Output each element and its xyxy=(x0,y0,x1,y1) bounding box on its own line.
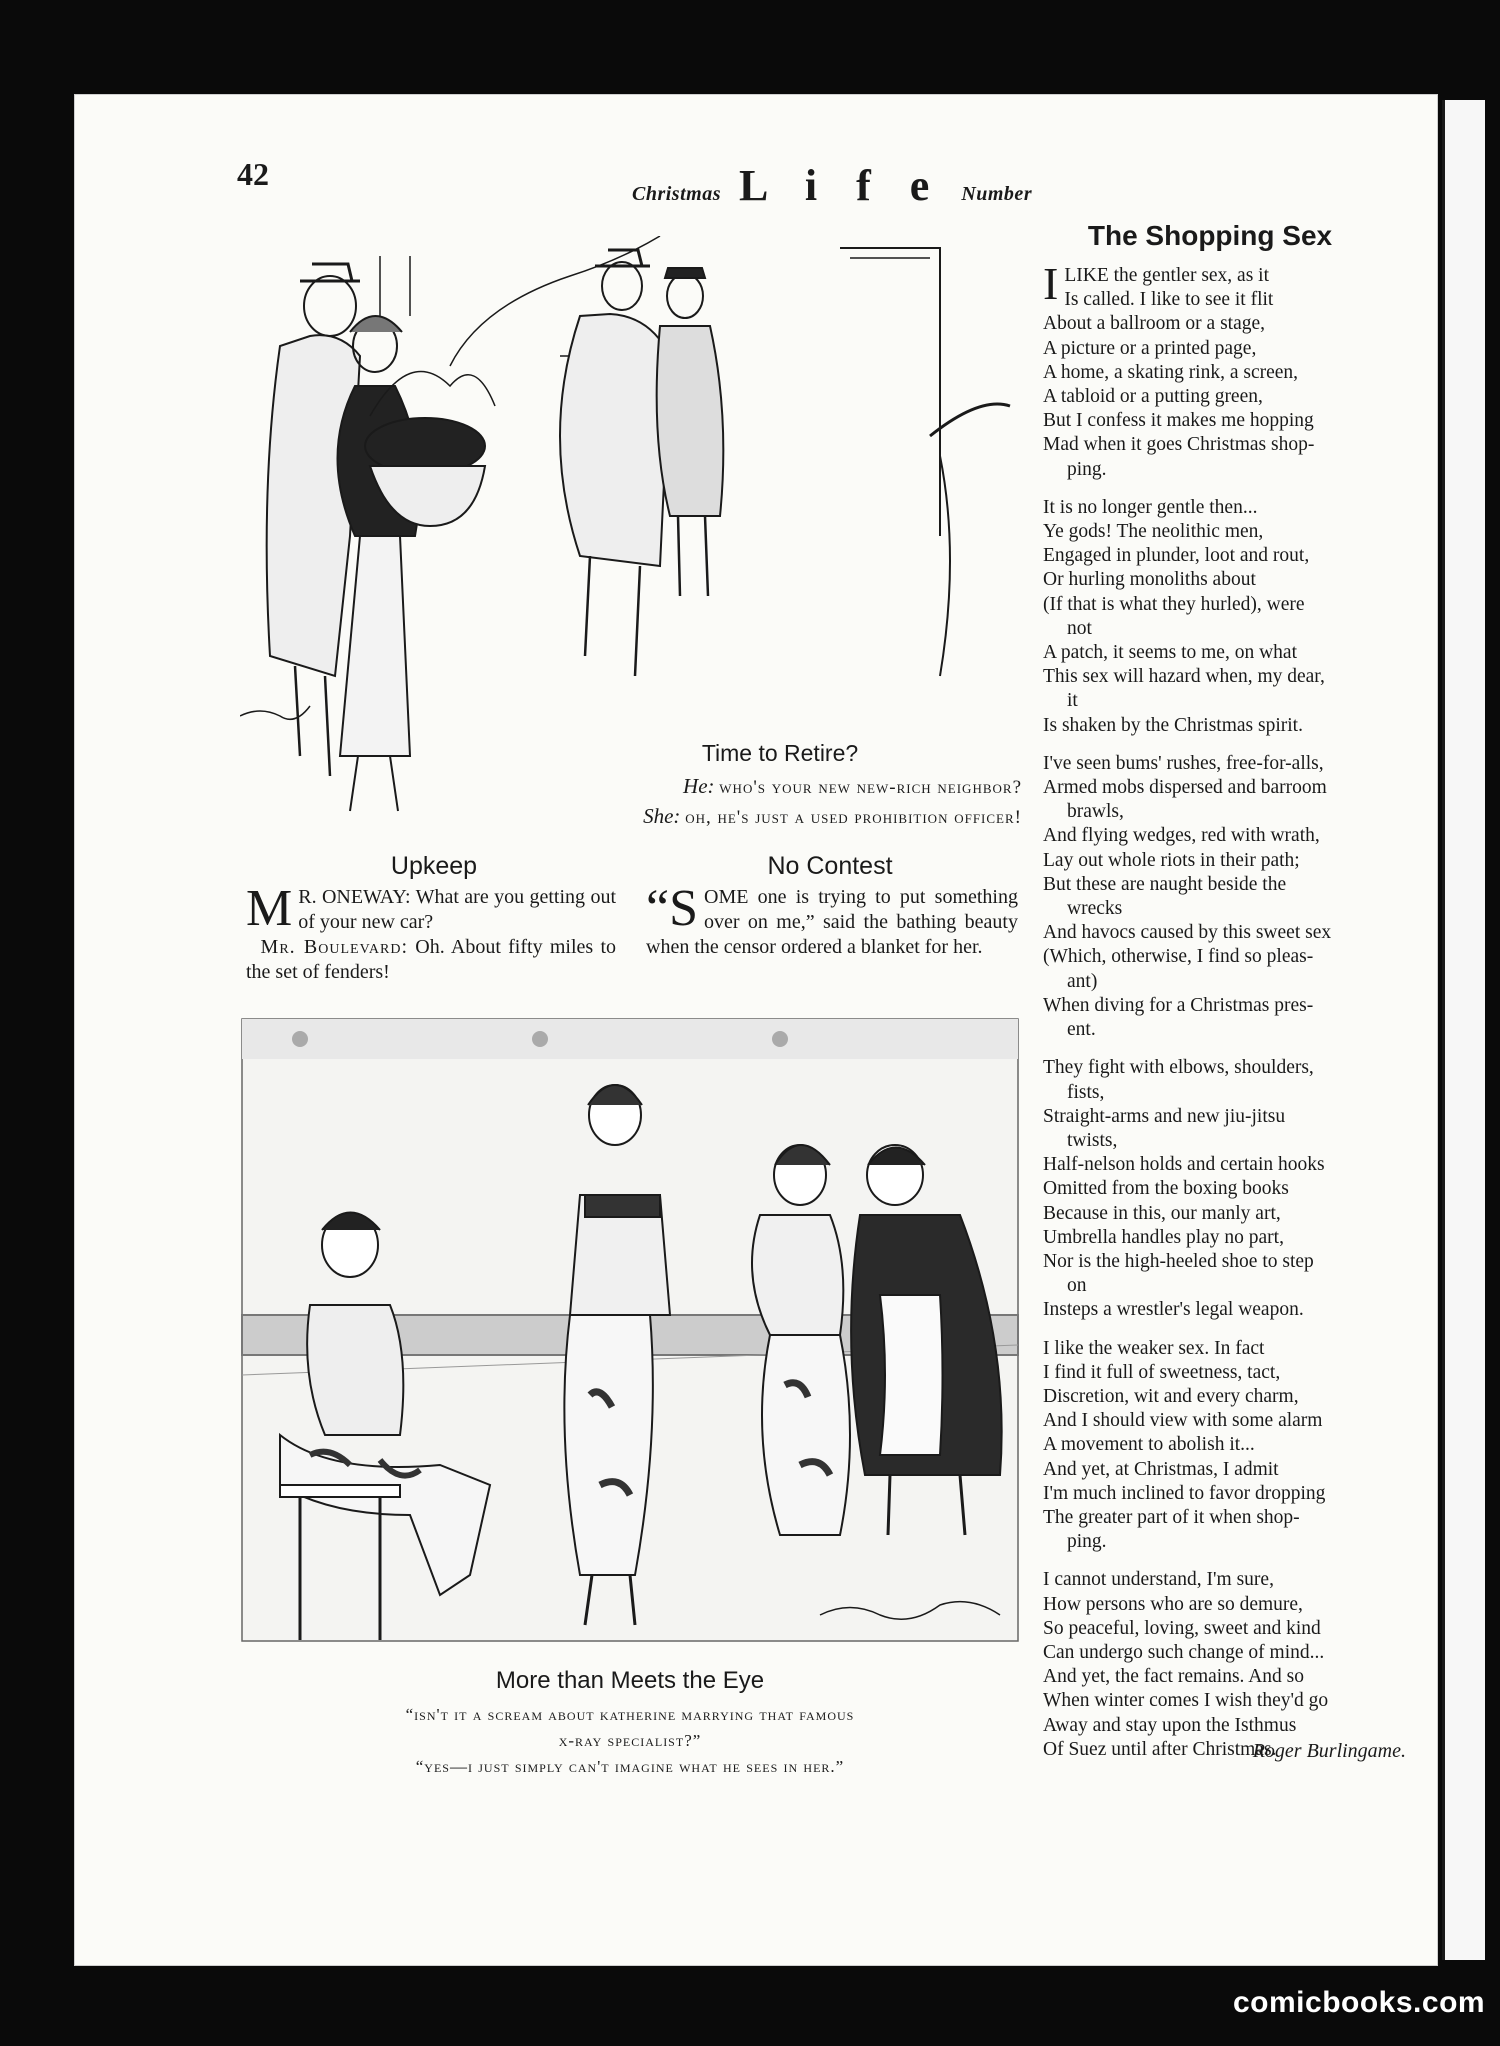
poem-line: ping. xyxy=(1067,458,1107,480)
dialogue-line-he xyxy=(512,772,1022,802)
poem-line: Umbrella handles play no part, xyxy=(1043,1226,1284,1248)
upkeep-dropcap: M xyxy=(246,880,293,937)
poem-line: I'm much inclined to favor dropping xyxy=(1043,1482,1326,1504)
top-cartoon-dialogue xyxy=(512,772,1022,832)
page-number: 42 xyxy=(237,156,269,192)
poem-line: it xyxy=(1067,690,1078,712)
poem-line: I find it full of sweetness, tact, xyxy=(1043,1361,1281,1383)
poem-line: twists, xyxy=(1067,1129,1118,1151)
dialogue-line-she xyxy=(512,802,1022,832)
poem-line: ant) xyxy=(1067,970,1098,992)
no-contest-title: No Contest xyxy=(767,852,893,880)
poem-stanza-5 xyxy=(1043,1337,1411,1555)
poem-line: So peaceful, loving, sweet and kind xyxy=(1043,1617,1321,1639)
poem-line: wrecks xyxy=(1067,898,1123,920)
upkeep-text2: Oh. About fifty miles to the set of fenders! xyxy=(246,936,616,983)
poem-line: Insteps a wrestler's legal weapon. xyxy=(1043,1299,1304,1321)
poem-line: not xyxy=(1067,617,1092,639)
poem-line: Is shaken by the Christmas spirit. xyxy=(1043,714,1303,736)
poem-line: A patch, it seems to me, on what xyxy=(1043,642,1297,664)
poem-stanza-6 xyxy=(1043,1568,1411,1762)
poem-line: Discretion, wit and every charm, xyxy=(1043,1385,1299,1407)
poem-line: Away and stay upon the Isthmus xyxy=(1043,1714,1297,1736)
poem-line: When winter comes I wish they'd go xyxy=(1043,1690,1329,1712)
watermark: comicbooks.com xyxy=(1233,1986,1486,2019)
upkeep-title: Upkeep xyxy=(390,852,478,880)
poem-line: I cannot understand, I'm sure, xyxy=(1043,1569,1274,1591)
dialogue-he-text: who's your new new-rich neighbor? xyxy=(719,777,1022,798)
poem-line: Is called. I like to see it flit xyxy=(1064,289,1274,311)
poem-stanza-4 xyxy=(1043,1056,1411,1322)
top-cartoon-title: Time to Retire? xyxy=(701,740,859,766)
poem-line: ent. xyxy=(1067,1019,1096,1041)
magazine-title: L i f e xyxy=(738,161,944,210)
poem-line: Or hurling monoliths about xyxy=(1043,569,1256,591)
poem-line: Mad when it goes Christmas shop- xyxy=(1043,434,1315,456)
poem-line: The greater part of it when shop- xyxy=(1043,1506,1300,1528)
bottom-cartoon-illustration xyxy=(240,1015,1020,1645)
poem-line: And flying wedges, red with wrath, xyxy=(1043,825,1320,847)
upkeep-body xyxy=(246,880,616,985)
upkeep-text1: R. ONEWAY: What are you getting out of your new car? xyxy=(298,886,616,933)
bottom-dialogue-line2: x-ray specialist?” xyxy=(558,1731,702,1750)
poem-line: When diving for a Christmas pres- xyxy=(1043,994,1314,1016)
poem-line: It is no longer gentle then... xyxy=(1043,496,1258,518)
upkeep-speaker2: Mr. Boulevard: xyxy=(260,936,409,958)
poem-line: This sex will hazard when, my dear, xyxy=(1043,666,1325,688)
poem-line: Engaged in plunder, loot and rout, xyxy=(1043,545,1310,567)
poem-line: But I confess it makes me hopping xyxy=(1043,410,1314,432)
poem-line: Armed mobs dispersed and barroom xyxy=(1043,777,1327,799)
bottom-dialogue-line3: “yes—i just simply can't imagine what he sees in her.” xyxy=(415,1757,845,1776)
poem-line: Nor is the high-heeled shoe to step xyxy=(1043,1250,1314,1272)
adjacent-page-edge xyxy=(1442,100,1485,1960)
top-cartoon-illustration xyxy=(240,236,1020,816)
poem-line: Half-nelson holds and certain hooks xyxy=(1043,1154,1325,1176)
poem-line: Because in this, our manly art, xyxy=(1043,1202,1281,1224)
poem-title: The Shopping Sex xyxy=(1087,220,1333,251)
poem-dropcap: I xyxy=(1043,258,1059,309)
poem-line: They fight with elbows, shoulders, xyxy=(1043,1057,1314,1079)
poem-line: A movement to abolish it... xyxy=(1043,1434,1255,1456)
speaker-he: He: xyxy=(683,774,715,798)
poem-line: And yet, the fact remains. And so xyxy=(1043,1666,1305,1688)
poem-stanza-1 xyxy=(1043,258,1411,482)
dialogue-she-text: oh, he's just a used prohibition officer! xyxy=(685,807,1022,828)
poem-line: I've seen bums' rushes, free-for-alls, xyxy=(1043,752,1324,774)
poem-line: How persons who are so demure, xyxy=(1043,1593,1303,1615)
poem-line: Omitted from the boxing books xyxy=(1043,1178,1289,1200)
poem-line: And I should view with some alarm xyxy=(1043,1410,1323,1432)
poem-line: (If that is what they hurled), were xyxy=(1043,593,1305,615)
running-head xyxy=(632,161,1062,210)
poem-line: Ye gods! The neolithic men, xyxy=(1043,521,1264,543)
poem-line: A tabloid or a putting green, xyxy=(1043,386,1263,408)
bottom-cartoon-dialogue xyxy=(240,1702,1020,1780)
poem-line: Lay out whole riots in their path; xyxy=(1043,849,1300,871)
poem-line: I like the weaker sex. In fact xyxy=(1043,1337,1265,1359)
bottom-dialogue-line1: “isn't it a scream about katherine marrying that famous xyxy=(405,1705,855,1724)
poem-stanza-3 xyxy=(1043,752,1411,1042)
poem-line: (Which, otherwise, I find so pleas- xyxy=(1043,946,1314,968)
running-head-left: Christmas xyxy=(632,183,721,205)
poem-line: Of Suez until after Christmas. xyxy=(1043,1738,1277,1760)
no-contest-text: OME one is trying to put something over on me,” said the bathing beauty when the censor ordered a blanket for her. xyxy=(646,886,1018,958)
poem-line: LIKE the gentler sex, as it xyxy=(1064,265,1270,286)
poem-line: ping. xyxy=(1067,1531,1107,1553)
no-contest-body xyxy=(646,880,1018,960)
poem-line: Straight-arms and new jiu-jitsu xyxy=(1043,1105,1286,1127)
poem-line: But these are naught beside the xyxy=(1043,873,1287,895)
poem-line: Can undergo such change of mind... xyxy=(1043,1641,1325,1663)
poem-body xyxy=(1043,258,1411,1776)
poem-line: fists, xyxy=(1067,1081,1105,1103)
no-contest-dropcap: “S xyxy=(646,880,698,937)
poem-byline: Roger Burlingame. xyxy=(1252,1740,1406,1762)
bottom-cartoon-title: More than Meets the Eye xyxy=(495,1667,765,1694)
poem-line: brawls, xyxy=(1067,801,1124,823)
poem-line: on xyxy=(1067,1275,1087,1297)
speaker-she: She: xyxy=(643,804,681,828)
running-head-right: Number xyxy=(961,183,1033,205)
poem-line: A picture or a printed page, xyxy=(1043,337,1257,359)
poem-line: About a ballroom or a stage, xyxy=(1043,313,1266,335)
poem-line: A home, a skating rink, a screen, xyxy=(1043,361,1299,383)
poem-line: And havocs caused by this sweet sex xyxy=(1043,922,1332,944)
poem-line: And yet, at Christmas, I admit xyxy=(1043,1458,1279,1480)
poem-stanza-2 xyxy=(1043,496,1411,738)
